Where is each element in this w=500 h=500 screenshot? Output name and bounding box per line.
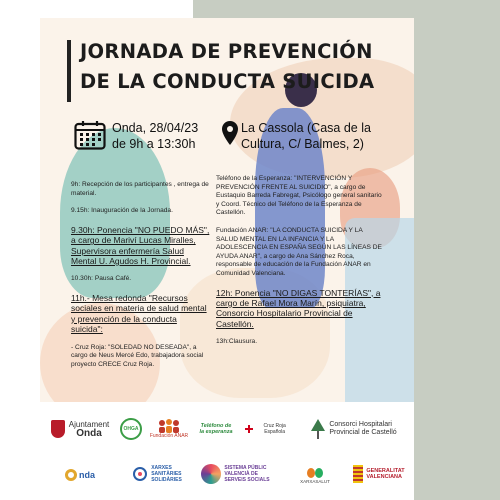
tree-icon — [311, 419, 325, 439]
logo-serveis-socials — [188, 458, 283, 490]
logo-text: SOLIDÀRIES — [151, 477, 182, 483]
sponsor-logos — [40, 402, 414, 500]
logo-ohga — [118, 412, 144, 446]
logo-text: Teléfono de — [200, 423, 232, 429]
program-item: 9.15h: Inauguración de la Jornada. — [71, 207, 173, 215]
program-item: 13h:Clausura. — [216, 338, 258, 346]
event-poster — [40, 18, 414, 500]
logo-text: SISTEMA PÚBLIC — [224, 465, 267, 471]
event-location — [241, 120, 411, 152]
program-left-column — [71, 181, 211, 378]
logo-text: VALENCIANA — [366, 474, 402, 480]
people-icon — [156, 419, 182, 433]
logo-xarxasalut — [288, 460, 342, 490]
logo-text: GENERALITAT — [366, 468, 405, 474]
title-line-1: JORNADA DE PREVENCIÓN — [80, 40, 373, 63]
red-cross-icon — [245, 425, 252, 433]
ring-icon — [201, 464, 221, 484]
logo-cruz-roja — [245, 416, 295, 442]
logo-telefono-esperanza — [192, 414, 240, 444]
title-line-2: DE LA CONDUCTA SUICIDA — [80, 70, 375, 93]
program-item: - Cruz Roja: "SOLEDAD NO DESEADA", a cargo de Neus Mercé Edo, trabajadora social proyecto CRECE Cruz Roja. — [71, 343, 204, 368]
program-item: 10.30h: Pausa Café. — [71, 275, 132, 283]
logo-text: Ajuntament — [68, 420, 110, 429]
logo-text: la esperanza — [199, 429, 233, 435]
logo-text: OHGA — [120, 418, 142, 440]
place-line-2: Cultura, C/ Balmes, 2) — [241, 137, 364, 151]
program-item-highlight: 11h.- Mesa redonda "Recursos sociales en materia de salud mental y prevención de la conducta suicida": — [71, 293, 207, 335]
leaf-icon — [306, 467, 324, 479]
logo-text: XARXASALUT — [300, 478, 330, 484]
shield-icon — [51, 420, 65, 438]
logo-ajuntament-onda — [50, 414, 110, 444]
location-pin-icon — [222, 121, 238, 145]
flag-icon — [353, 465, 363, 483]
date-line-2: de 9h a 13:30h — [112, 137, 196, 151]
logo-text: Fundación ANAR — [149, 433, 189, 439]
program-item: 9h: Recepción de los participantes , entrega de material. — [71, 181, 209, 197]
program-item-highlight: 12h: Ponencia "NO DIGAS TONTERÍAS", a cargo de Rafael Mora Marín, psiquiatra, Consorcio Hospitalario Provincial de Castellón. — [216, 287, 381, 329]
logo-text: Onda — [76, 428, 102, 439]
event-date — [112, 120, 198, 152]
logo-text: Provincial de Castelló — [329, 429, 397, 436]
date-line-1: Onda, 28/04/23 — [112, 121, 199, 135]
logo-fundacion-anar — [148, 412, 190, 446]
program-item: Teléfono de la Esperanza: "INTERVENCIÓN Y PREVENCIÓN FRENTE AL SUICIDIO", a cargo de Eustaquio Barreda Fabregat, Psicólogo general sanitario y Coord. Técnico del Teléfono de la Esperanza de Castellón. — [216, 175, 382, 217]
logo-text: SANITÀRIES — [151, 471, 182, 477]
program-item-highlight: 9.30h: Ponencia "NO PUEDO MÁS", a cargo de Mariví Lucas Miralles, Supervisora enfermería Salud Mental U. Agudos H. Provincial. — [71, 224, 210, 266]
logo-text: VALENCIÀ DE — [224, 471, 258, 477]
logo-generalitat-valenciana — [346, 458, 412, 490]
program-right-column — [216, 175, 386, 356]
program-item: Fundación ANAR: "LA CONDUCTA SUICIDA Y LA SALUD MENTAL EN LA INFANCIA Y LA ADOLESCENCIA EN ESPAÑA SEGÚN LAS LÍNEAS DE AYUDA ANAR", a cargo de Ana Sánchez Roca, responsable de educación de la Fundación ANAR en Comunidad Valenciana. — [216, 226, 382, 277]
logo-onda-tv — [60, 460, 100, 490]
place-line-1: La Cassola (Casa de la — [241, 121, 371, 135]
network-icon — [132, 466, 148, 482]
logo-text: Consorci Hospitalari — [329, 421, 392, 428]
logo-text: Cruz Roja Española — [263, 423, 286, 435]
logo-text: SERVEIS SOCIALS — [224, 477, 270, 483]
logo-text: XARXES — [151, 465, 172, 471]
logo-consorci-hospitalari — [298, 412, 410, 446]
title-accent-bar — [67, 40, 71, 102]
circle-icon — [65, 469, 77, 481]
logo-text: nda — [78, 470, 95, 480]
poster-title — [80, 37, 374, 97]
calendar-icon — [74, 120, 106, 150]
